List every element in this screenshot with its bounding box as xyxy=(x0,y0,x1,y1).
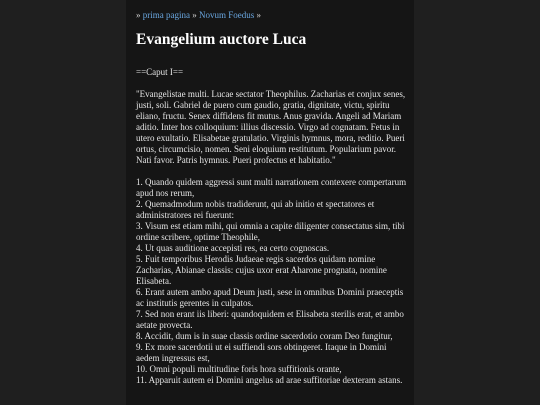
verse: 7. Sed non erant iis liberi: quandoquidem et Elisabeta sterilis erat, et ambo aetate provecta. xyxy=(136,309,404,330)
article-content xyxy=(136,0,408,386)
verse: 6. Erant autem ambo apud Deum justi, sese in omnibus Domini praeceptis ac institutis gerentes in culpatos. xyxy=(136,287,404,308)
verse: 5. Fuit temporibus Herodis Judaeae regis sacerdos quidam nomine Zacharias, Abianae classis: cujus uxor erat Aharone prognata, nomine Elisabeta. xyxy=(136,254,387,286)
breadcrumb-separator: » xyxy=(256,10,261,20)
verse: 3. Visum est etiam mihi, qui omnia a capite diligenter consectatus sim, tibi ordine scribere, optime Theophile, xyxy=(136,221,405,242)
chapter-summary: "Evangelistae multi. Lucae sectator Theophilus. Zacharias et conjux senes, justi, soli. Gabriel de puero cum gaudio, gratia, dignitate, victu, spiritu eliano, fructu. Senex diffidens fit mutus. Anus gravida. Angeli ad Mariam aditio. Inter hos colloquium: illius discessio. Virgo ad cognatam. Fetus in utero exultatio. Elisabetae gratulatio. Virginis hymnus, mora, reditio. Pueri ortus, circumcisio, nomen. Seni eloquium restitutum. Popularium pavor. Nati favor. Patris hymnus. Pueri profectus et habitatio." xyxy=(136,89,406,165)
verse: 1. Quando quidem aggressi sunt multi narrationem contexere compertarum apud nos rerum, xyxy=(136,177,407,198)
breadcrumb-separator: » xyxy=(136,10,141,20)
verse: 2. Quemadmodum nobis tradiderunt, qui ab initio et spectatores et administratores rei fuerunt: xyxy=(136,199,375,220)
breadcrumb-home-link[interactable]: prima pagina xyxy=(142,10,190,20)
breadcrumb-separator: » xyxy=(192,10,197,20)
verse: 8. Accidit, dum is in suae classis ordine sacerdotio coram Deo fungitur, xyxy=(136,331,393,341)
verse: 4. Ut quas auditione accepisti res, ea certo cognoscas. xyxy=(136,243,330,253)
page-title: Evangelium auctore Luca xyxy=(136,31,307,48)
page-column xyxy=(126,0,414,405)
chapter-marker: ==Caput I== xyxy=(136,67,184,77)
verse-list xyxy=(136,177,408,386)
breadcrumb xyxy=(136,10,408,22)
verse: 9. Ex more sacerdotii ut ei suffiendi sors obtingeret. Itaque in Domini aedem ingressus est, xyxy=(136,342,387,363)
verse: 10. Omni populi multitudine foris hora suffitionis orante, xyxy=(136,364,342,374)
verse: 11. Apparuit autem ei Domini angelus ad arae suffitoriae dexteram astans. xyxy=(136,375,403,385)
breadcrumb-section-link[interactable]: Novum Foedus xyxy=(198,10,255,20)
